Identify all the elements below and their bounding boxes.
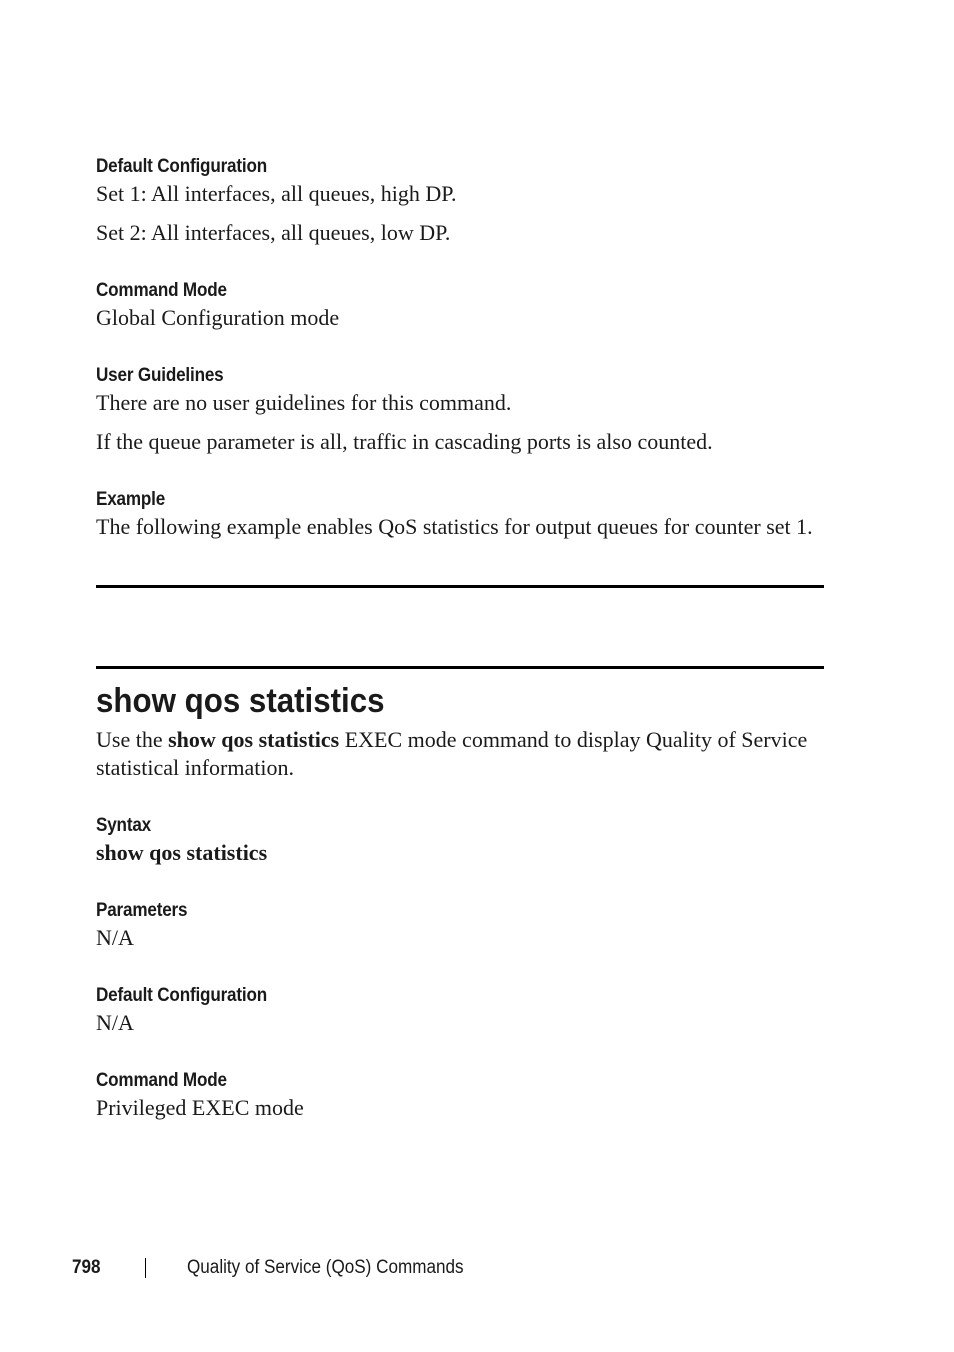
page-number: 798 [72, 1257, 101, 1278]
intro-command: show qos statistics [168, 727, 340, 752]
command-mode-text: Global Configuration mode [96, 305, 340, 330]
end-rule [96, 585, 824, 588]
example-heading: Example [96, 489, 166, 510]
section-title: show qos statistics [96, 682, 385, 720]
parameters-text: N/A [96, 925, 134, 950]
example-text: The following example enables QoS statistics for output queues for counter set 1. [96, 514, 813, 539]
section-default-config-heading: Default Configuration [96, 985, 268, 1006]
footer-chapter-title: Quality of Service (QoS) Commands [187, 1257, 464, 1278]
intro-suffix: EXEC mode command to display Quality of Service statistical information. [96, 727, 808, 780]
user-guidelines-line-2: If the queue parameter is all, traffic in cascading ports is also counted. [96, 429, 713, 454]
user-guidelines-heading: User Guidelines [96, 365, 224, 386]
intro-prefix: Use the [96, 727, 169, 752]
user-guidelines-line-1: There are no user guidelines for this command. [96, 390, 512, 415]
default-config-heading: Default Configuration [96, 156, 268, 177]
section-rule [96, 666, 824, 669]
section-default-config-text: N/A [96, 1010, 134, 1035]
section-command-mode-heading: Command Mode [96, 1070, 227, 1091]
section-intro [96, 726, 824, 782]
parameters-heading: Parameters [96, 900, 188, 921]
default-config-line-1: Set 1: All interfaces, all queues, high DP. [96, 181, 457, 206]
default-config-line-2: Set 2: All interfaces, all queues, low DP. [96, 220, 451, 245]
syntax-heading: Syntax [96, 815, 151, 836]
section-command-mode-text: Privileged EXEC mode [96, 1095, 304, 1120]
syntax-text: show qos statistics [96, 840, 268, 865]
footer-separator [145, 1258, 146, 1278]
command-mode-heading: Command Mode [96, 280, 227, 301]
